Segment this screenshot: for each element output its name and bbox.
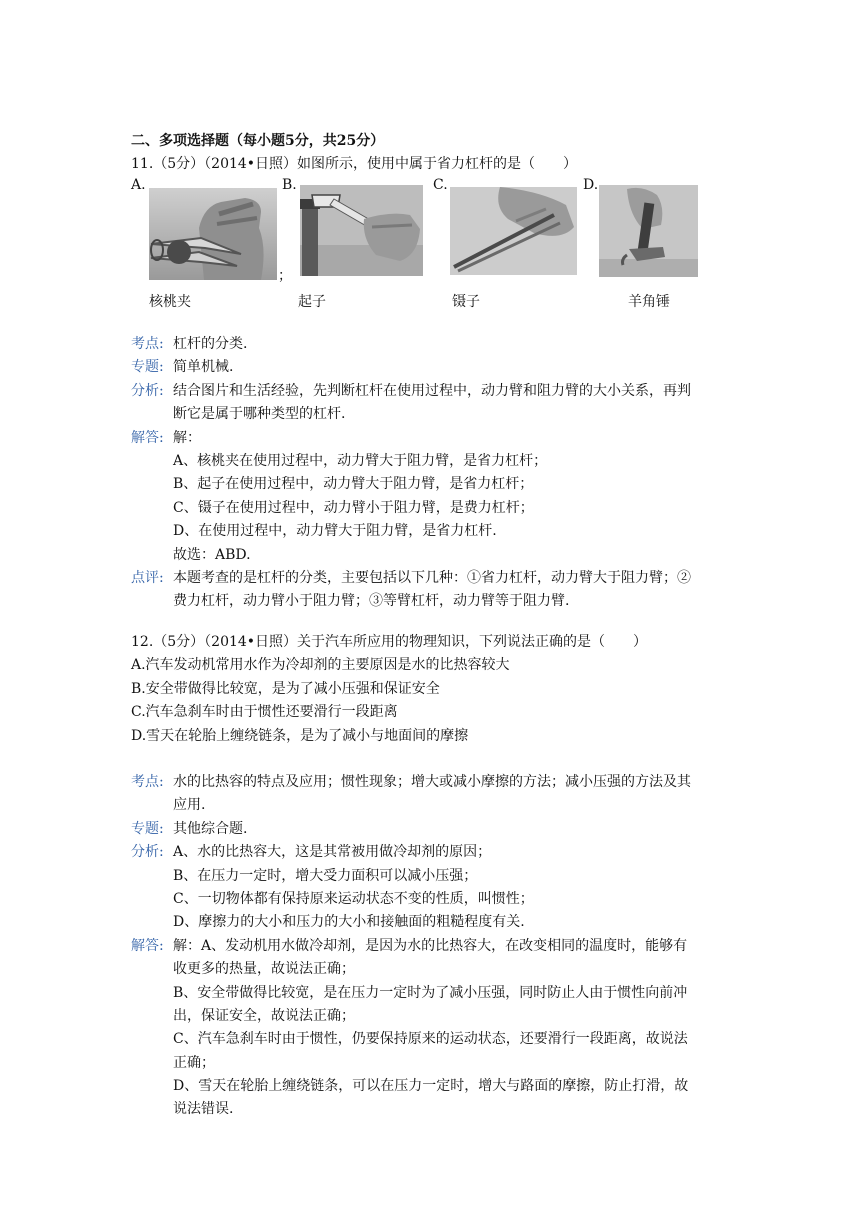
jieda-line: 说法错误. — [173, 1101, 234, 1118]
fenxi-line: 断它是属于哪种类型的杠杆. — [173, 406, 346, 423]
jieda-line: B、安全带做得比较宽，是在压力一定时为了减小压强，同时防止人由于惯性向前冲 — [173, 984, 688, 1001]
option-d-text: D.雪天在轮胎上缠绕链条，是为了减小与地面间的摩擦 — [131, 727, 469, 744]
jieda-line: 收更多的热量，故说法正确； — [173, 961, 355, 978]
jieda-label: 解答: — [131, 429, 164, 446]
jieda-line: A、核桃夹在使用过程中，动力臂大于阻力臂，是省力杠杆； — [173, 452, 548, 469]
zhuanti-label: 专题: — [131, 820, 164, 837]
zhuanti-text: 其他综合题. — [173, 820, 248, 837]
bottle-opener-image — [300, 185, 423, 276]
jieda-line: D、雪天在轮胎上缠绕链条，可以在压力一定时，增大与路面的摩擦，防止打滑，故 — [173, 1078, 689, 1095]
section-title: 二、多项选择题（每小题5分，共25分） — [131, 133, 385, 149]
jieda-line: 解：A、发动机用水做冷却剂，是因为水的比热容大，在改变相同的温度时，能够有 — [173, 937, 688, 954]
fenxi-line: A、水的比热容大，这是其常被用做冷却剂的原因； — [173, 844, 492, 861]
option-d-caption: 羊角锤 — [628, 294, 670, 310]
dianping-line: 费力杠杆，动力臂小于阻力臂；③等臂杠杆，动力臂等于阻力臂. — [173, 593, 570, 610]
jieda-line: C、汽车急刹车时由于惯性，仍要保持原来的运动状态，还要滑行一段距离，故说法 — [173, 1031, 688, 1048]
kaodian-label: 考点: — [131, 774, 164, 790]
dianping-line: 本题考查的是杠杆的分类，主要包括以下几种：①省力杠杆，动力臂大于阻力臂；② — [173, 569, 691, 586]
option-d-letter: D. — [583, 177, 599, 193]
dianping-label: 点评: — [131, 569, 164, 586]
zhuanti-label: 专题: — [131, 359, 164, 376]
option-b-text: B.安全带做得比较宽，是为了减小压强和保证安全 — [131, 680, 440, 697]
fenxi-label: 分析: — [131, 844, 164, 861]
option-c-letter: C. — [433, 177, 448, 193]
jieda-line: B、起子在使用过程中，动力臂大于阻力臂，是省力杠杆； — [173, 476, 534, 493]
fenxi-line: B、在压力一定时，增大受力面积可以减小压强； — [173, 867, 478, 884]
option-a-text: A.汽车发动机常用水作为冷却剂的主要原因是水的比热容较大 — [131, 657, 510, 674]
claw-hammer-image — [599, 185, 698, 277]
question-12-stem: 12.（5分）（2014•日照）关于汽车所应用的物理知识，下列说法正确的是（ ） — [131, 634, 648, 650]
fenxi-line: D、摩擦力的大小和压力的大小和接触面的粗糙程度有关. — [173, 914, 525, 931]
tweezers-image — [450, 187, 577, 275]
question-12 — [131, 631, 751, 748]
jieda-label: 解答: — [131, 937, 164, 954]
jieda-line: 出，保证安全，故说法正确； — [173, 1007, 355, 1024]
question-11-stem: 11.（5分）（2014•日照）如图所示，使用中属于省力杠杆的是（ ） — [131, 156, 578, 172]
option-c-text: C.汽车急刹车时由于惯性还要滑行一段距离 — [131, 704, 398, 721]
option-c-caption: 镊子 — [452, 294, 480, 310]
separator-mark: ； — [278, 268, 292, 284]
nutcracker-image — [149, 188, 277, 280]
option-b-caption: 起子 — [298, 294, 326, 310]
option-a-caption: 核桃夹 — [149, 294, 191, 310]
option-a-letter: A. — [131, 177, 146, 193]
zhuanti-text: 简单机械. — [173, 359, 234, 376]
fenxi-line: 结合图片和生活经验，先判断杠杆在使用过程中，动力臂和阻力臂的大小关系，再判 — [173, 382, 691, 399]
kaodian-label: 考点: — [131, 336, 164, 352]
fenxi-line: C、一切物体都有保持原来运动状态不变的性质，叫惯性； — [173, 890, 534, 907]
fenxi-label: 分析: — [131, 382, 164, 399]
jieda-head: 解： — [173, 429, 201, 446]
kaodian-line: 水的比热容的特点及应用；惯性现象；增大或减小摩擦的方法；减小压强的方法及其 — [173, 774, 691, 790]
option-b-letter: B. — [282, 177, 297, 193]
question-11-analysis — [131, 333, 751, 614]
jieda-line: 正确； — [173, 1054, 215, 1071]
question-12-analysis — [131, 771, 751, 1122]
kaodian-line: 应用. — [173, 797, 206, 814]
jieda-line: 故选：ABD. — [173, 546, 251, 563]
jieda-line: D、在使用过程中，动力臂大于阻力臂，是省力杠杆. — [173, 523, 497, 540]
jieda-line: C、镊子在使用过程中，动力臂小于阻力臂，是费力杠杆； — [173, 499, 534, 516]
kaodian-text: 杠杆的分类. — [173, 336, 248, 352]
